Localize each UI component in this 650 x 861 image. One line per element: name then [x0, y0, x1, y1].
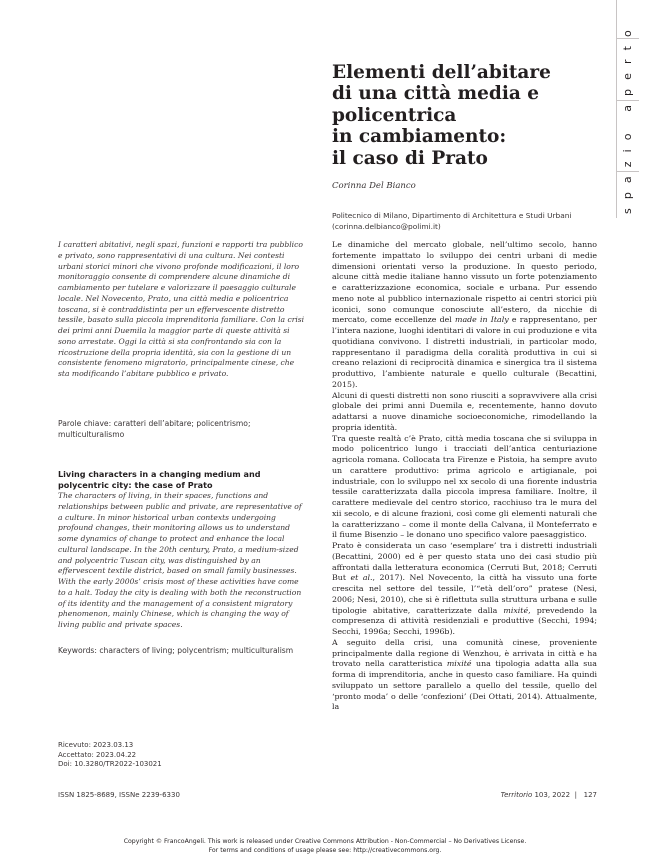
received-date: Ricevuto: 2023.03.13 [58, 741, 134, 749]
copyright-notice [0, 838, 650, 855]
accepted-date: Accettato: 2023.04.22 [58, 750, 137, 759]
body-paragraph: Prato è considerata un caso ‘esemplare’ tra i distretti industriali (Becattini, 2000) ed è per questo stata uno dei casi studio più affrontati dalla letteratura economica (Cerruti But, 2018; Cerruti But et al., 2017). Nel Novecento, la città ha vissuto una forte crescita nel settore del tessile, l’“età dell’oro” pratese (Nesi, 2006; Nesi, 2010), che si è riflettuta sulla struttura urbana e sulle tipologie abitative, caratterizzate dalla mixité, prevedendo la compresenza di attività residenziali e produttive (Secchi, 1994; Secchi, 1996a; Secchi, 1996b). [332, 541, 597, 636]
journal-issue: 103, 2022 [534, 791, 571, 799]
body-paragraph: Tra queste realtà c’è Prato, città media toscana che si sviluppa in modo policentrico lungo i tracciati dell’antica centuriazione agricola romana. Collocata tra Firenze e Pistoia, ha sempre avuto un carattere produttivo: prima agricolo e artigianale, poi industriale, con lo sviluppo nel xx secolo di una fiorente industria tessile caratterizzata dalla piccola impresa familiare. Inoltre, il carattere medievale del centro storico, racchiuso tra le mura del xii secolo, e di alcune frazioni, così come gli elementi naturali che la caratterizzano – come il monte della Calvana, il Monteferrato e il fiume Bisenzio – le donano uno specifico valore paesaggistico. [332, 433, 597, 540]
page-number: 127 [583, 791, 597, 799]
affiliation-email: (corinna.delbianco@polimi.it) [332, 222, 441, 231]
author-name: Corinna Del Bianco [332, 181, 416, 191]
title-line: il caso di Prato [332, 147, 488, 169]
issn: ISSN 1825-8689, ISSNe 2239-6330 [58, 791, 180, 799]
submission-dates [58, 741, 308, 770]
author-affiliation [332, 210, 597, 232]
article-title [332, 62, 597, 169]
copyright-line: Copyright © FrancoAngeli. This work is released under Creative Commons Attribution - Non-Commercial – No Derivatives License. [123, 838, 527, 845]
title-line: di una città media e [332, 83, 540, 105]
section-tab [616, 0, 639, 218]
journal-footer [408, 791, 597, 799]
english-title [58, 469, 308, 491]
section-label: spazio aperto [621, 21, 634, 214]
body-paragraph: A seguito della crisi, una comunità cinese, proveniente principalmente dalla regione di Wenzhou, è arrivata in città e ha trovato nella caratteristica mixité una tipologia adatta alla sua forma di imprenditoria, anche in questo caso familiare. Ha quindi sviluppato un settore parallelo a quello del tessile, quello del ‘pronto moda’ o delle ‘confezioni’ (Dei Ottati, 2014). Attualmente, la [332, 637, 597, 712]
body-paragraph: Le dinamiche del mercato globale, nell’ultimo secolo, hanno fortemente impattato lo sviluppo dei centri urbani di medie dimensioni orientati verso la produzione. In questo periodo, alcune città medie italiane hanno vissuto un forte potenziamento e caratterizzazione economica, sociale e urbana. Pur essendo meno note al pubblico internazionale rispetto ai centri storici più iconici, sono comunque conosciute all’estero, da nicchie di mercato, come eccellenze del made in Italy e rappresentano, per l’intera nazione, luoghi identitari di valore in cui produzione e vita quotidiana convivono. I distretti industriali, in particolar modo, rappresentano il paradigma della coralità produttiva in cui si creano relazioni di reciprocità dinamica e sinergica tra il sistema produttivo, l’ambiente naturale e quello culturale (Becattini, 2015). [332, 240, 597, 389]
journal-name: Territorio [500, 791, 533, 799]
license-line: For terms and conditions of usage please see: http://creativecommons.org. [208, 846, 442, 854]
english-title-line: Living characters in a changing medium and [58, 469, 261, 479]
article-body [332, 240, 597, 713]
affiliation-line: Politecnico di Milano, Dipartimento di Architettura e Studi Urbani [332, 211, 572, 220]
keywords-italian: Parole chiave: caratteri dell’abitare; policentrismo; multiculturalismo [58, 419, 251, 439]
doi: Doi: 10.3280/TR2022-103021 [58, 760, 162, 768]
title-line: policentrica [332, 104, 457, 126]
body-paragraph: Alcuni di questi distretti non sono riusciti a sopravvivere alla crisi globale dei primi anni Duemila e, recentemente, hanno dovuto adattarsi a nuove dinamiche socioeconomiche, rimodellando la propria identità. [332, 390, 597, 432]
keywords-english: Keywords: characters of living; polycentrism; multiculturalism [58, 646, 294, 655]
english-title-line: polycentric city: the case of Prato [58, 480, 213, 490]
footer-separator: | [572, 791, 582, 799]
title-line: in cambiamento: [332, 126, 507, 148]
title-line: Elementi dell’abitare [332, 62, 551, 83]
abstract-english: The characters of living, in their spaces, functions and relationships between public and private, are representative of a culture. In minor historical urban contexts undergoing profound changes, their monitoring allows us to understand some dynamics of change to protect and enhance the local cultural landscape. In the 20th century, Prato, a medium-sized and polycentric Tuscan city, was distinguished by an effervescent textile district, based on small family businesses. With the early 2000s’ crisis most of these activities have come to a halt. Today the city is dealing with both the reconstruction of its identity and the management of a consistent migratory phenomenon, mainly Chinese, which is changing the way of living public and private spaces. [58, 491, 302, 629]
abstract-italian: I caratteri abitativi, negli spazi, funzioni e rapporti tra pubblico e privato, sono rappresentativi di una cultura. Nei contesti urbani storici minori che vivono profonde modificazioni, il loro monitoraggio consente di comprendere alcune dinamiche di cambiamento per tutelare e valorizzare il paesaggio culturale locale. Nel Novecento, Prato, una città media e policentrica toscana, si è contraddistinta per un effervescente distretto tessile, basato sulla piccola imprenditoria familiare. Con la crisi dei primi anni Duemila la maggior parte di queste attività si sono arrestate. Oggi la città si sta confrontando sia con la ricostruzione della propria identità, sia con la gestione di un consistente fenomeno migratorio, principalmente cinese, che sta modificando l’abitare pubblico e privato. [58, 240, 305, 378]
